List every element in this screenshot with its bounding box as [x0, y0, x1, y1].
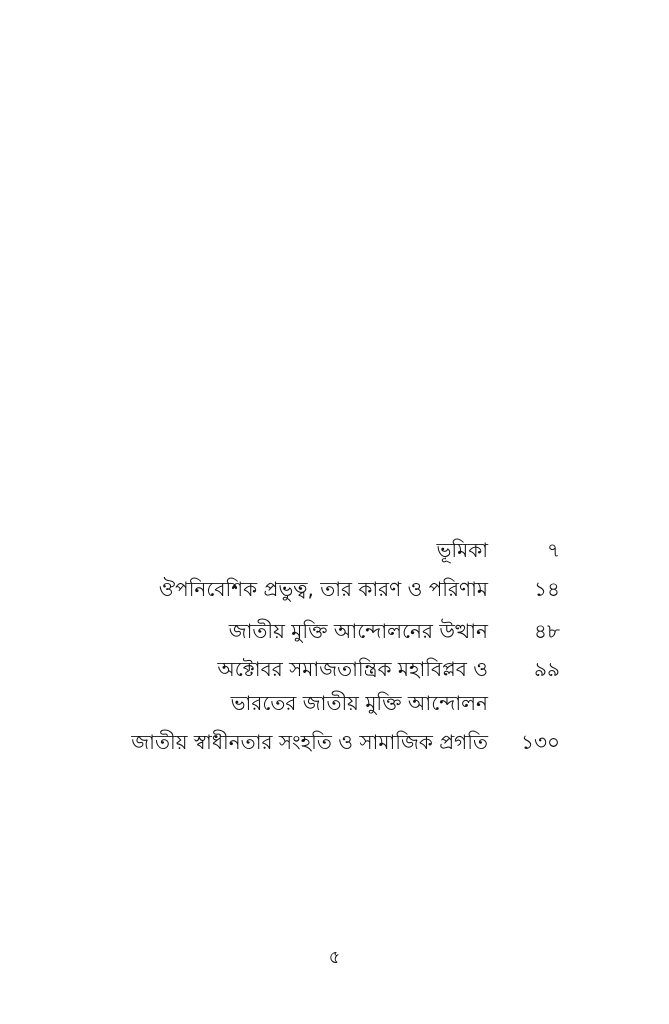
- toc-entry-title: ঔপনিবেশিক প্রভুত্ব, তার কারণ ও পরিণাম: [158, 577, 488, 601]
- toc-entry-page: ১৩০: [521, 730, 560, 754]
- toc-entry: [60, 725, 560, 759]
- toc-entry-title: [217, 652, 488, 720]
- toc-entry-page: ১৪: [534, 577, 560, 601]
- toc-entry-title: জাতীয় স্বাধীনতার সংহতি ও সামাজিক প্রগতি: [131, 730, 488, 754]
- toc-entry-title: জাতীয় মুক্তি আন্দোলনের উত্থান: [228, 619, 488, 643]
- toc-entry-page: ৪৮: [534, 619, 560, 643]
- page-number: ৫: [328, 947, 341, 968]
- toc-entry: [60, 614, 560, 648]
- toc-entry: [60, 652, 560, 720]
- toc-entry-page: ৯৯: [534, 657, 560, 681]
- toc-entry-title-line-1: অক্টোবর সমাজতান্ত্রিক মহাবিপ্লব ও: [217, 657, 488, 681]
- toc-entry: [60, 572, 560, 606]
- toc-entry-title-line-2: ভারতের জাতীয় মুক্তি আন্দোলন: [230, 691, 488, 715]
- toc-entry: [60, 533, 560, 567]
- toc-entry-page: ৭: [546, 538, 560, 562]
- toc-entry-title: ভূমিকা: [436, 538, 488, 562]
